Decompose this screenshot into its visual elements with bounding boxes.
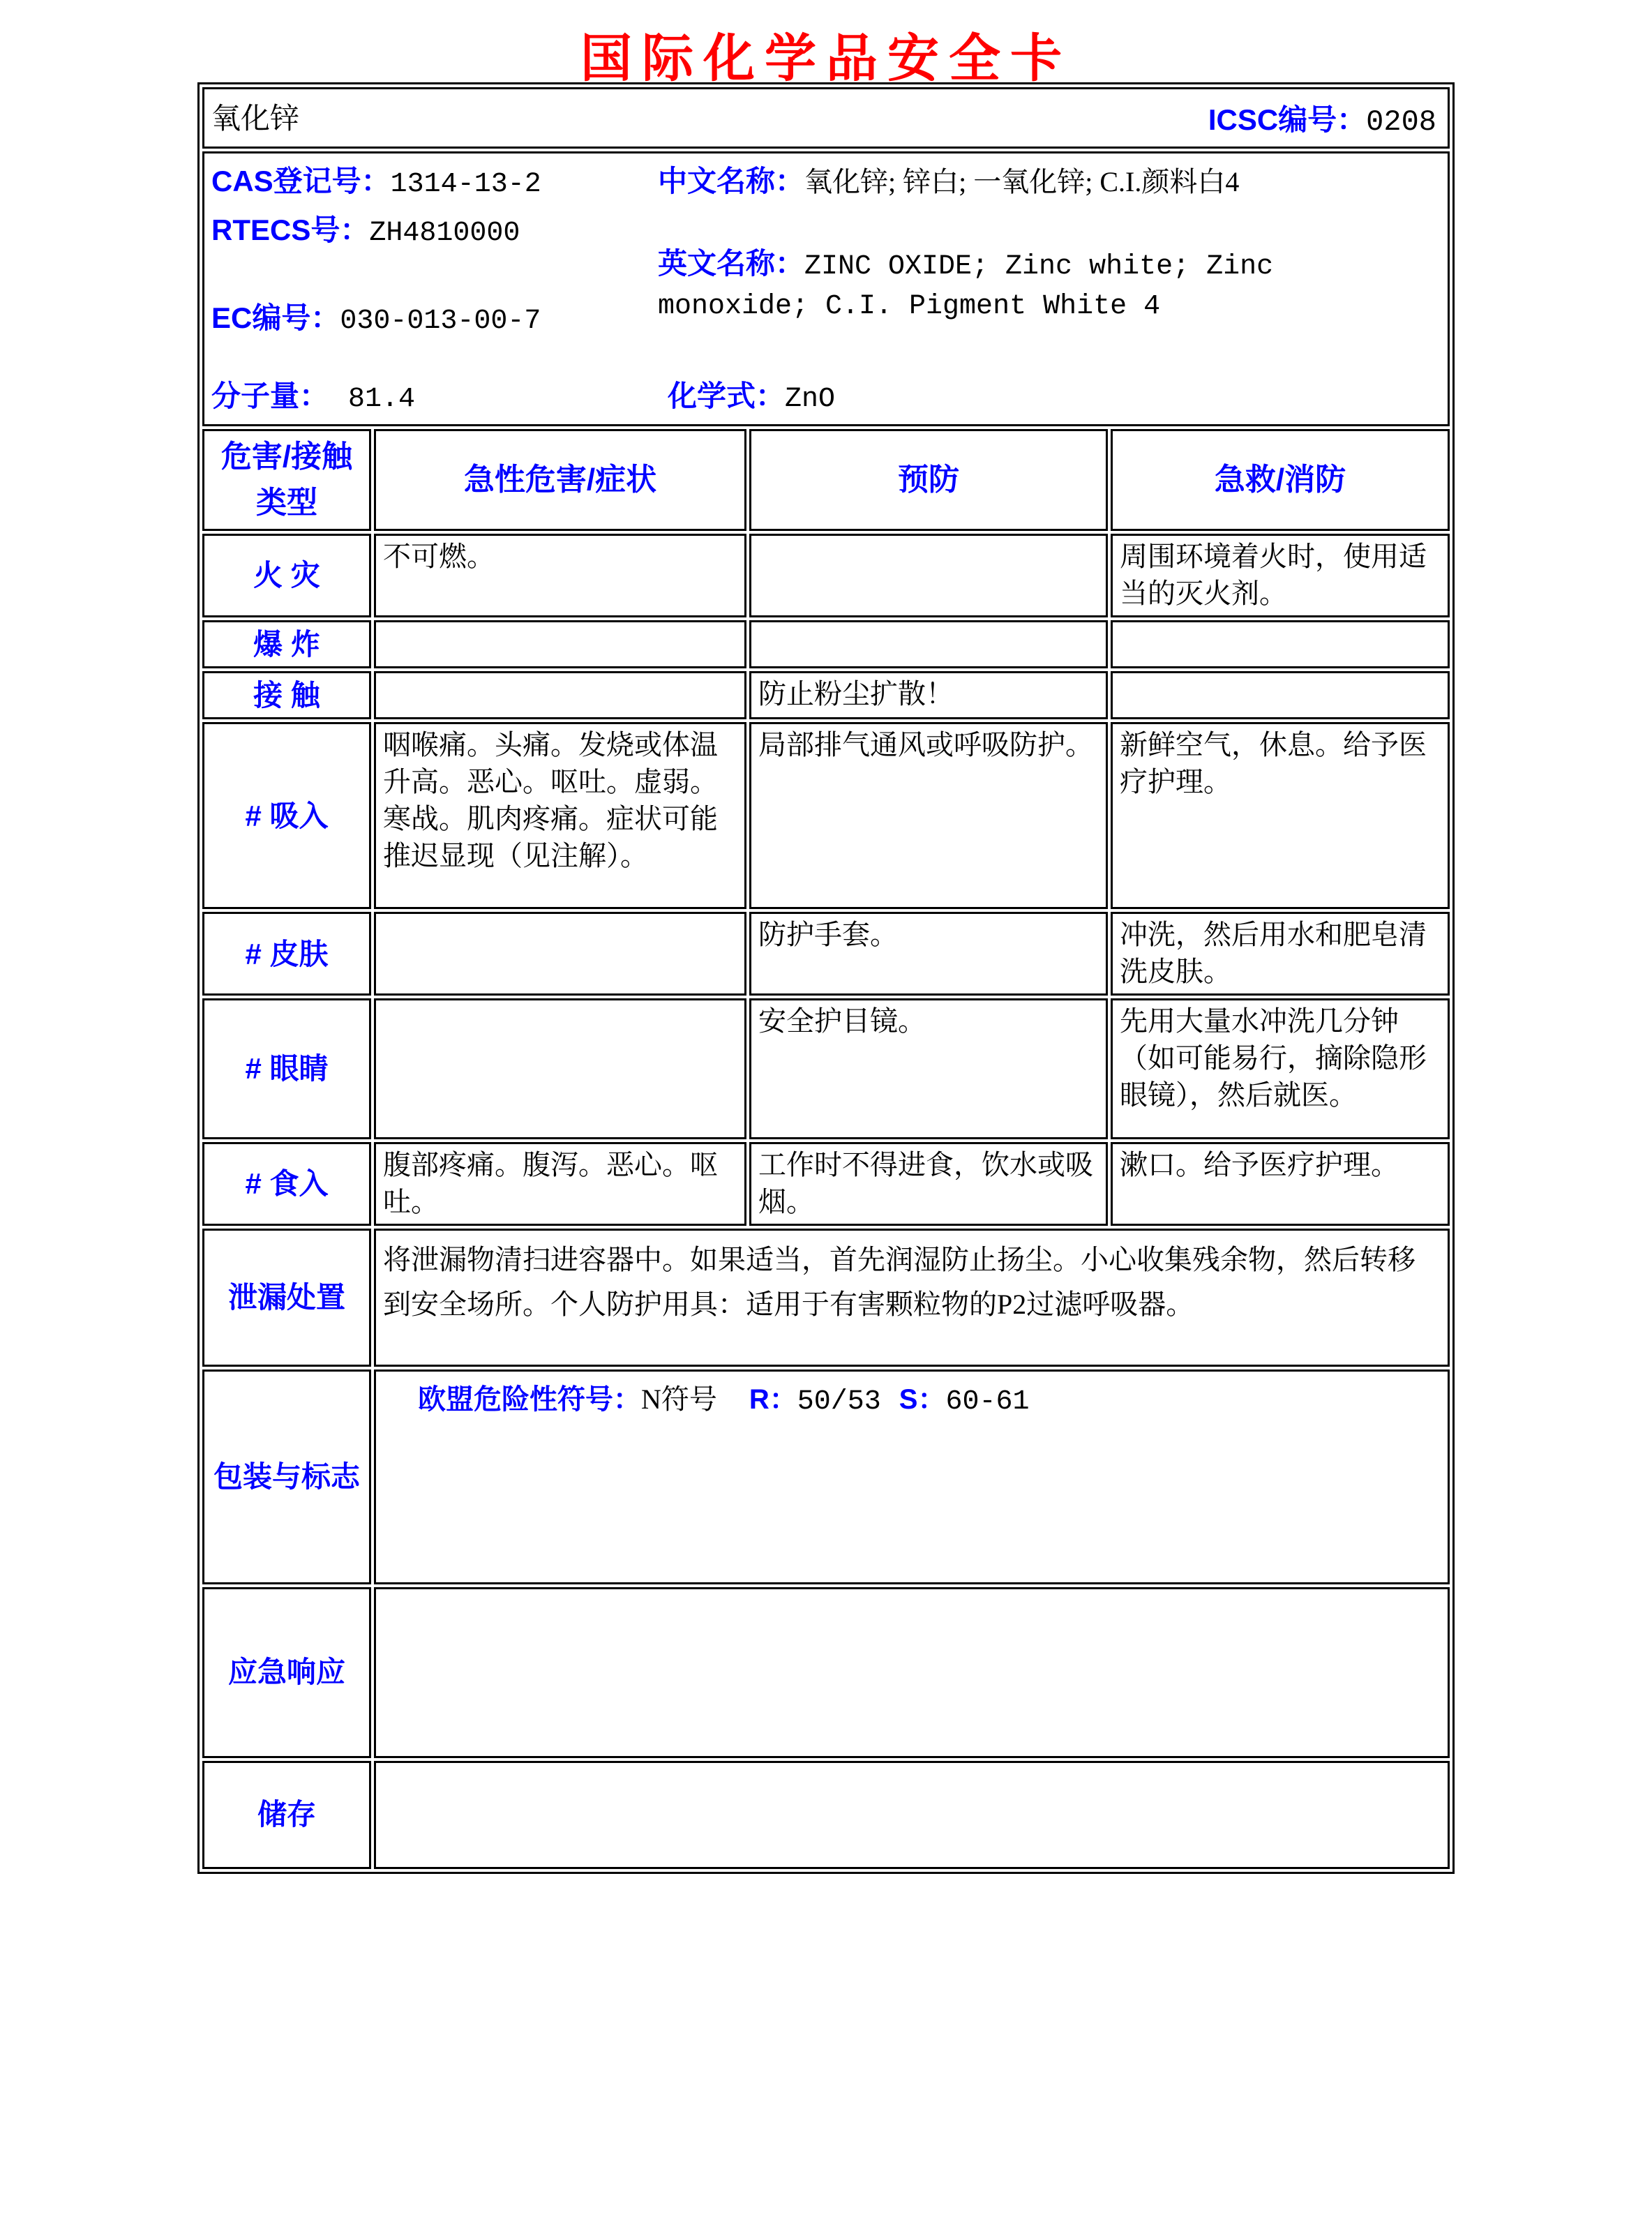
emergency-response-label: 应急响应 [202, 1587, 371, 1758]
rtecs-number-field [211, 211, 658, 253]
hazard-header-row [202, 429, 1450, 531]
exposure-label: 接 触 [202, 671, 371, 719]
chinese-name-value: 氧化锌; 锌白; 一氧化锌; C.I.颜料白4 [804, 166, 1240, 197]
eu-symbol-value: N符号 [640, 1383, 717, 1415]
explosion-row [202, 620, 1450, 668]
chemical-names [658, 162, 1425, 377]
inhalation-label: # 吸入 [202, 722, 371, 909]
english-name-label: 英文名称： [657, 246, 804, 280]
emergency-response-row [202, 1587, 1450, 1758]
fire-label: 火 灾 [202, 534, 371, 617]
eyes-row [202, 998, 1450, 1139]
ec-number-value: 030-013-00-7 [340, 305, 541, 337]
spill-disposal-row [202, 1229, 1450, 1367]
packaging-label: 包装与标志 [202, 1370, 371, 1584]
identification-wrap [211, 156, 1441, 421]
eu-symbol-label: 欧盟危险性符号： [417, 1383, 641, 1415]
substance-name: 氧化锌 [211, 103, 299, 135]
skin-prevention: 防护手套。 [749, 912, 1108, 996]
fire-hazard: 不可燃。 [374, 534, 746, 617]
english-name-field [658, 244, 1425, 326]
exposure-hazard [374, 671, 746, 719]
inhalation-hazard: 咽喉痛。头痛。发烧或体温升高。恶心。呕吐。虚弱。寒战。肌肉疼痛。症状可能推迟显现（见注解）。 [374, 722, 746, 909]
eyes-label: # 眼睛 [202, 998, 371, 1139]
exposure-prevention: 防止粉尘扩散！ [749, 671, 1108, 719]
skin-label: # 皮肤 [202, 912, 371, 996]
rtecs-number-value: ZH4810000 [369, 217, 520, 249]
s-phrase-label: S： [899, 1383, 946, 1415]
molecular-info-line [211, 377, 1441, 421]
cas-number-field [211, 162, 658, 204]
storage-label: 储存 [202, 1761, 371, 1869]
skin-first-aid: 冲洗，然后用水和肥皂清洗皮肤。 [1111, 912, 1450, 996]
inhalation-prevention: 局部排气通风或呼吸防护。 [749, 722, 1108, 909]
chemical-formula-field [668, 377, 835, 419]
storage-row [202, 1761, 1450, 1869]
spill-disposal-label: 泄漏处置 [202, 1229, 371, 1367]
cas-number-label: CAS登记号： [211, 165, 391, 197]
inhalation-row [202, 722, 1450, 909]
explosion-first-aid [1111, 620, 1450, 668]
explosion-prevention [749, 620, 1108, 668]
rtecs-number-label: RTECS号： [211, 213, 370, 246]
explosion-label: 爆 炸 [202, 620, 371, 668]
fire-row [202, 534, 1450, 617]
eyes-first-aid: 先用大量水冲洗几分钟（如可能易行，摘除隐形眼镜），然后就医。 [1111, 998, 1450, 1139]
fire-prevention [749, 534, 1108, 617]
eyes-prevention: 安全护目镜。 [749, 998, 1108, 1139]
eyes-hazard [374, 998, 746, 1139]
skin-hazard [374, 912, 746, 996]
emergency-response-content [374, 1587, 1450, 1758]
chinese-name-field [658, 162, 1425, 201]
fire-first-aid: 周围环境着火时，使用适当的灭火剂。 [1111, 534, 1450, 617]
molecular-weight-value: 81.4 [348, 384, 416, 416]
packaging-content-cell [374, 1370, 1450, 1584]
identification-cell [202, 151, 1450, 426]
packaging-row [202, 1370, 1450, 1584]
identification-row [202, 151, 1450, 426]
english-name-value: ZINC OXIDE; Zinc white; Zinc monoxide; C.I. Pigment White 4 [657, 250, 1274, 322]
header-hazard-type: 危害/接触类型 [202, 429, 371, 531]
molecular-weight-field [211, 377, 668, 419]
registry-numbers [211, 162, 658, 377]
icsc-card-table [197, 82, 1455, 1874]
ec-number-field [211, 299, 658, 340]
cas-number-value: 1314-13-2 [390, 169, 541, 200]
s-phrase-value: 60-61 [945, 1386, 1030, 1418]
identification-grid [211, 162, 1441, 377]
eu-hazard-line [383, 1374, 1441, 1421]
exposure-first-aid [1111, 671, 1450, 719]
ingestion-first-aid: 漱口。给予医疗护理。 [1111, 1142, 1450, 1226]
exposure-row [202, 671, 1450, 719]
molecular-weight-label: 分子量： [211, 380, 329, 413]
ingestion-hazard: 腹部疼痛。腹泻。恶心。呕吐。 [374, 1142, 746, 1226]
header-acute-hazards: 急性危害/症状 [374, 429, 746, 531]
icsc-number-label: ICSC编号： [1208, 103, 1367, 136]
chinese-name-label: 中文名称： [657, 165, 804, 197]
chemical-formula-value: ZnO [785, 384, 836, 416]
skin-row [202, 912, 1450, 996]
inhalation-first-aid: 新鲜空气，休息。给予医疗护理。 [1111, 722, 1450, 909]
r-phrase-label: R： [749, 1383, 797, 1415]
page-title: 国际化学品安全卡 [580, 31, 1072, 88]
ingestion-row [202, 1142, 1450, 1226]
chemical-formula-label: 化学式： [667, 380, 785, 413]
ingestion-prevention: 工作时不得进食，饮水或吸烟。 [749, 1142, 1108, 1226]
header-prevention: 预防 [749, 429, 1108, 531]
spill-disposal-content: 将泄漏物清扫进容器中。如果适当，首先润湿防止扬尘。小心收集残余物，然后转移到安全场所。个人防护用具：适用于有害颗粒物的P2过滤呼吸器。 [374, 1229, 1450, 1367]
icsc-number-value: 0208 [1366, 105, 1436, 139]
r-phrase-value: 50/53 [797, 1386, 881, 1418]
ingestion-label: # 食入 [202, 1142, 371, 1226]
icsc-number [1208, 100, 1441, 142]
explosion-hazard [374, 620, 746, 668]
storage-content [374, 1761, 1450, 1869]
header-first-aid: 急救/消防 [1111, 429, 1450, 531]
ec-number-label: EC编号： [211, 301, 340, 334]
